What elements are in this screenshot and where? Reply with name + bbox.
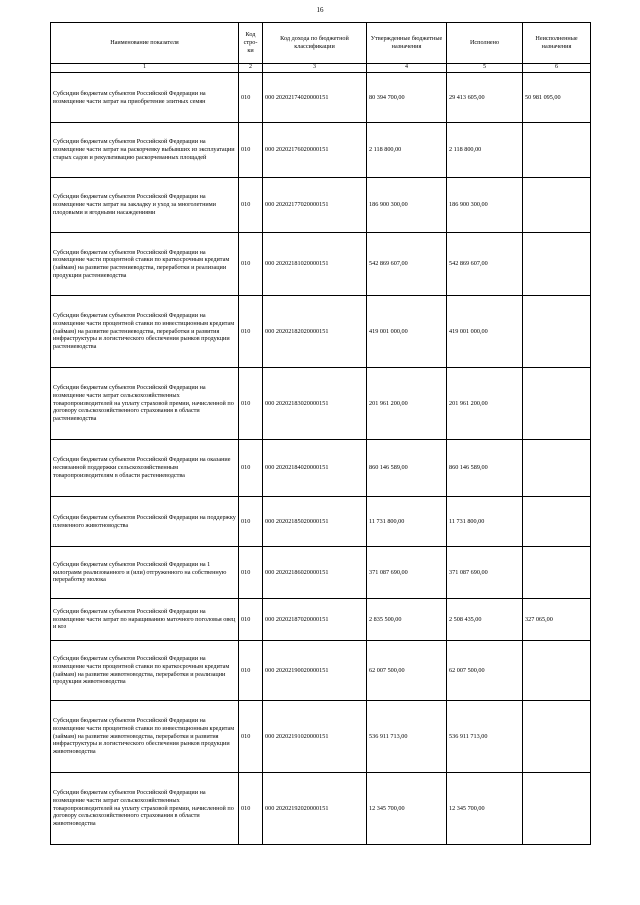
- unexecuted-amount-cell: 50 981 095,00: [523, 73, 591, 123]
- indicator-name-cell: Субсидии бюджетам субъектов Российской Федерации на 1 килограмм реализованного и (или) отгруженного на собственную переработку молока: [51, 547, 239, 599]
- executed-amount-cell: 2 508 435,00: [447, 599, 523, 641]
- unexecuted-amount-cell: [523, 497, 591, 547]
- header-approved: Утвержденные бюджетные назначения: [367, 23, 447, 64]
- executed-amount-cell: 860 146 589,00: [447, 440, 523, 497]
- income-code-cell: 000 20202177020000151: [263, 178, 367, 233]
- unexecuted-amount-cell: [523, 233, 591, 296]
- table-row: [51, 440, 591, 497]
- income-code-cell: 000 20202190020000151: [263, 641, 367, 701]
- executed-amount-cell: 11 731 800,00: [447, 497, 523, 547]
- approved-amount-cell: 186 900 300,00: [367, 178, 447, 233]
- income-code-cell: 000 20202176020000151: [263, 123, 367, 178]
- unexecuted-amount-cell: [523, 547, 591, 599]
- column-number: 3: [263, 64, 367, 73]
- header-indicator-name: Наименование показателя: [51, 23, 239, 64]
- table-row: [51, 773, 591, 845]
- income-code-cell: 000 20202182020000151: [263, 296, 367, 368]
- indicator-name-cell: Субсидии бюджетам субъектов Российской Федерации на возмещение части процентной ставки по инвестиционным кредитам (займам) на развитие растениеводства, переработки и развития инфраструктуры и логистического обеспечения рынков продукции растениеводства: [51, 296, 239, 368]
- column-number: 6: [523, 64, 591, 73]
- unexecuted-amount-cell: [523, 641, 591, 701]
- header-income-code: Код дохода по бюджетной классификации: [263, 23, 367, 64]
- line-code-cell: 010: [239, 123, 263, 178]
- table-row: [51, 73, 591, 123]
- table-row: [51, 296, 591, 368]
- income-code-cell: 000 20202174020000151: [263, 73, 367, 123]
- income-code-cell: 000 20202187020000151: [263, 599, 367, 641]
- line-code-cell: 010: [239, 701, 263, 773]
- table-row: [51, 178, 591, 233]
- indicator-name-cell: Субсидии бюджетам субъектов Российской Федерации на возмещение части процентной ставки по краткосрочным кредитам (займам) на развитие животноводства, переработки и реализации продукции животноводства: [51, 641, 239, 701]
- approved-amount-cell: 419 001 000,00: [367, 296, 447, 368]
- income-code-cell: 000 20202192020000151: [263, 773, 367, 845]
- line-code-cell: 010: [239, 233, 263, 296]
- approved-amount-cell: 62 007 500,00: [367, 641, 447, 701]
- line-code-cell: 010: [239, 296, 263, 368]
- approved-amount-cell: 12 345 700,00: [367, 773, 447, 845]
- executed-amount-cell: 419 001 000,00: [447, 296, 523, 368]
- line-code-cell: 010: [239, 178, 263, 233]
- approved-amount-cell: 80 394 700,00: [367, 73, 447, 123]
- indicator-name-cell: Субсидии бюджетам субъектов Российской Федерации на возмещение части затрат на приобретение элитных семян: [51, 73, 239, 123]
- line-code-cell: 010: [239, 547, 263, 599]
- table-row: [51, 599, 591, 641]
- indicator-name-cell: Субсидии бюджетам субъектов Российской Федерации на возмещение части процентной ставки по инвестиционным кредитам (займам) на развитие животноводства, переработки и развития инфраструктуры и логистического обеспечения рынков продукции животноводства: [51, 701, 239, 773]
- table-row: [51, 547, 591, 599]
- indicator-name-cell: Субсидии бюджетам субъектов Российской Федерации на возмещение части затрат сельскохозяйственных товаропроизводителей на уплату страховой премии, начисленной по договору сельскохозяйственного страхования в области растениеводства: [51, 368, 239, 440]
- approved-amount-cell: 536 911 713,00: [367, 701, 447, 773]
- line-code-cell: 010: [239, 73, 263, 123]
- income-code-cell: 000 20202181020000151: [263, 233, 367, 296]
- approved-amount-cell: 2 118 800,00: [367, 123, 447, 178]
- executed-amount-cell: 12 345 700,00: [447, 773, 523, 845]
- income-code-cell: 000 20202183020000151: [263, 368, 367, 440]
- approved-amount-cell: 860 146 589,00: [367, 440, 447, 497]
- column-number-row: [51, 64, 591, 73]
- unexecuted-amount-cell: [523, 440, 591, 497]
- executed-amount-cell: 371 087 690,00: [447, 547, 523, 599]
- header-executed: Исполнено: [447, 23, 523, 64]
- line-code-cell: 010: [239, 599, 263, 641]
- column-number: 2: [239, 64, 263, 73]
- income-code-cell: 000 20202186020000151: [263, 547, 367, 599]
- income-code-cell: 000 20202185020000151: [263, 497, 367, 547]
- table-row: [51, 497, 591, 547]
- indicator-name-cell: Субсидии бюджетам субъектов Российской Федерации на оказание несвязанной поддержки сельскохозяйственным товаропроизводителям в области растениеводства: [51, 440, 239, 497]
- executed-amount-cell: 2 118 800,00: [447, 123, 523, 178]
- executed-amount-cell: 29 413 605,00: [447, 73, 523, 123]
- executed-amount-cell: 536 911 713,00: [447, 701, 523, 773]
- executed-amount-cell: 186 900 300,00: [447, 178, 523, 233]
- column-number: 5: [447, 64, 523, 73]
- approved-amount-cell: 201 961 200,00: [367, 368, 447, 440]
- indicator-name-cell: Субсидии бюджетам субъектов Российской Федерации на возмещение части процентной ставки по краткосрочным кредитам (займам) на развитие растениеводства, переработки и реализации продукции растениеводства: [51, 233, 239, 296]
- header-row: [51, 23, 591, 64]
- column-number: 4: [367, 64, 447, 73]
- line-code-cell: 010: [239, 368, 263, 440]
- page-number: 16: [316, 6, 324, 14]
- executed-amount-cell: 62 007 500,00: [447, 641, 523, 701]
- indicator-name-cell: Субсидии бюджетам субъектов Российской Федерации на поддержку племенного животноводства: [51, 497, 239, 547]
- approved-amount-cell: 542 869 607,00: [367, 233, 447, 296]
- indicator-name-cell: Субсидии бюджетам субъектов Российской Федерации на возмещение части затрат сельскохозяйственных товаропроизводителей на уплату страховой премии, начисленной по договору сельскохозяйственного страхования в области животноводства: [51, 773, 239, 845]
- indicator-name-cell: Субсидии бюджетам субъектов Российской Федерации на возмещение части затрат на закладку и уход за многолетними плодовыми и ягодными насаждениями: [51, 178, 239, 233]
- executed-amount-cell: 542 869 607,00: [447, 233, 523, 296]
- income-code-cell: 000 20202191020000151: [263, 701, 367, 773]
- indicator-name-cell: Субсидии бюджетам субъектов Российской Федерации на возмещение части затрат по наращиванию маточного поголовья овец и коз: [51, 599, 239, 641]
- approved-amount-cell: 2 835 500,00: [367, 599, 447, 641]
- header-unexecuted: Неисполненные назначения: [523, 23, 591, 64]
- table-row: [51, 641, 591, 701]
- indicator-name-cell: Субсидии бюджетам субъектов Российской Федерации на возмещение части затрат на раскорчевку выбывших из эксплуатации старых садов и рекультивацию раскорчеванных площадей: [51, 123, 239, 178]
- executed-amount-cell: 201 961 200,00: [447, 368, 523, 440]
- unexecuted-amount-cell: 327 065,00: [523, 599, 591, 641]
- approved-amount-cell: 371 087 690,00: [367, 547, 447, 599]
- unexecuted-amount-cell: [523, 368, 591, 440]
- table-row: [51, 368, 591, 440]
- income-code-cell: 000 20202184020000151: [263, 440, 367, 497]
- header-line-code: Код стро-ки: [239, 23, 263, 64]
- unexecuted-amount-cell: [523, 773, 591, 845]
- column-number: 1: [51, 64, 239, 73]
- approved-amount-cell: 11 731 800,00: [367, 497, 447, 547]
- unexecuted-amount-cell: [523, 296, 591, 368]
- unexecuted-amount-cell: [523, 178, 591, 233]
- table-row: [51, 233, 591, 296]
- unexecuted-amount-cell: [523, 701, 591, 773]
- unexecuted-amount-cell: [523, 123, 591, 178]
- budget-execution-table: [50, 22, 591, 845]
- table-row: [51, 701, 591, 773]
- line-code-cell: 010: [239, 497, 263, 547]
- table-row: [51, 123, 591, 178]
- line-code-cell: 010: [239, 773, 263, 845]
- line-code-cell: 010: [239, 641, 263, 701]
- line-code-cell: 010: [239, 440, 263, 497]
